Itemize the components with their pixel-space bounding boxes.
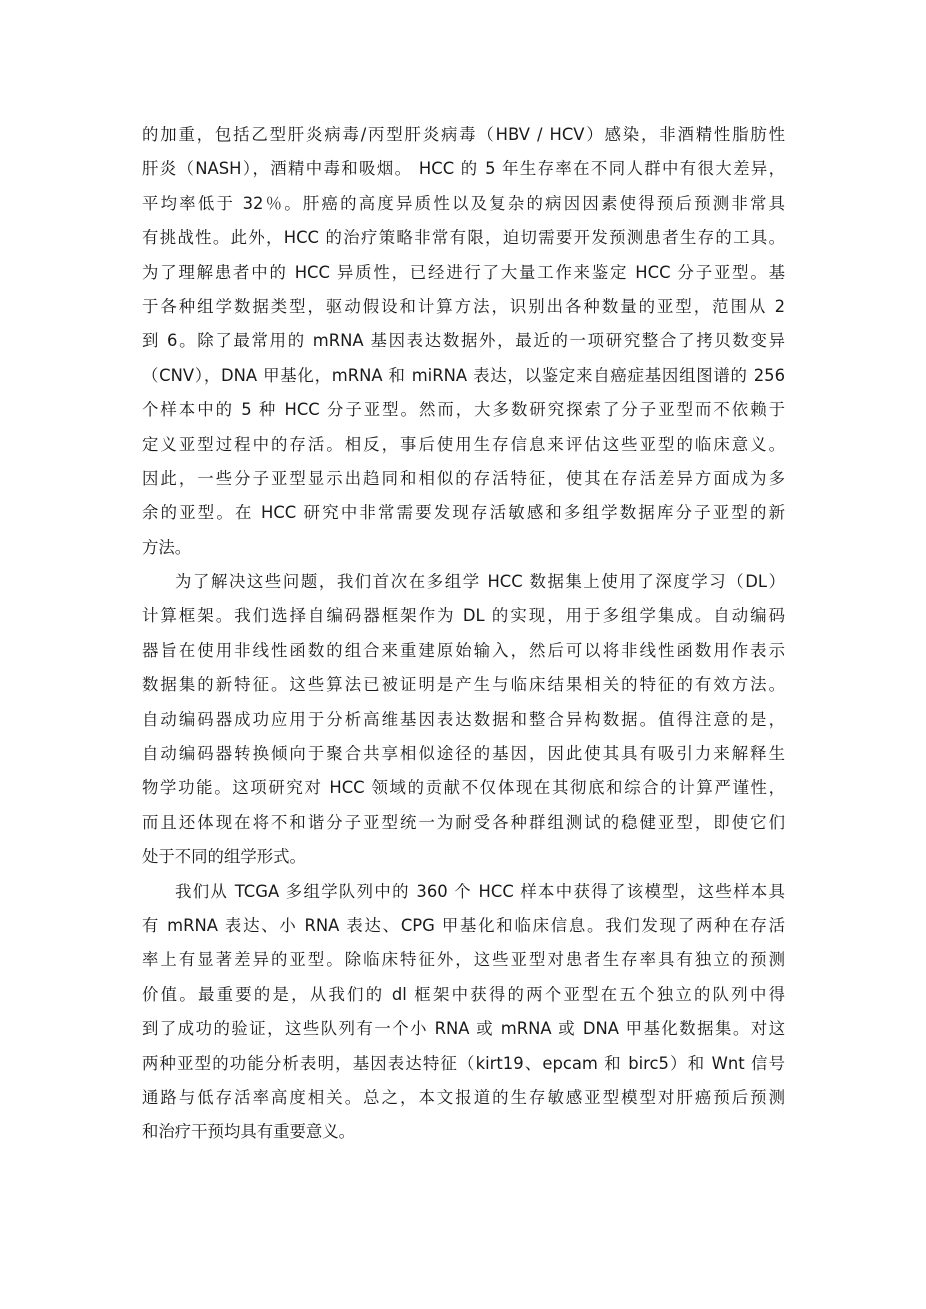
- paragraph-line: 为了解决这些问题，我们首次在多组学 HCC 数据集上使用了深度学习（DL）: [175, 572, 785, 592]
- body-text: [142, 118, 785, 1150]
- paragraph-line: 价值。最重要的是，从我们的 dl 框架中获得的两个亚型在五个独立的队列中得: [142, 984, 785, 1004]
- paragraph-line: 到 6。除了最常用的 mRNA 基因表达数据外，最近的一项研究整合了拷贝数变异: [142, 331, 785, 351]
- paragraph-line: 的加重，包括乙型肝炎病毒/丙型肝炎病毒（HBV / HCV）感染，非酒精性脂肪性: [142, 125, 785, 144]
- paragraph-line: 于各种组学数据类型，驱动假设和计算方法，识别出各种数量的亚型，范围从 2: [142, 296, 785, 316]
- paragraph-line: 个样本中的 5 种 HCC 分子亚型。然而，大多数研究探索了分子亚型而不依赖于: [142, 400, 785, 420]
- paragraph-line: 处于不同的组学形式。: [142, 847, 306, 867]
- paragraph-line: 我们从 TCGA 多组学队列中的 360 个 HCC 样本中获得了该模型，这些样本具: [175, 881, 785, 901]
- paragraph-line: 计算框架。我们选择自编码器框架作为 DL 的实现，用于多组学集成。自动编码: [142, 606, 785, 626]
- paragraph-line: 到了成功的验证，这些队列有一个小 RNA 或 mRNA 或 DNA 甲基化数据集。对这: [142, 1019, 785, 1039]
- paragraph-line: 方法。: [142, 537, 192, 557]
- paragraph-line: 有 mRNA 表达、小 RNA 表达、CPG 甲基化和临床信息。我们发现了两种在存活: [142, 915, 785, 935]
- paragraph-line: 和治疗干预均具有重要意义。: [142, 1122, 356, 1142]
- paragraph-line: 而且还体现在将不和谐分子亚型统一为耐受各种群组测试的稳健亚型，即使它们: [142, 812, 785, 832]
- paragraph-line: 定义亚型过程中的存活。相反，事后使用生存信息来评估这些亚型的临床意义。: [142, 434, 785, 454]
- paragraph-line: 平均率低于 32％。肝癌的高度异质性以及复杂的病因因素使得预后预测非常具: [142, 193, 785, 213]
- paragraph-line: 通路与低存活率高度相关。总之，本文报道的生存敏感亚型模型对肝癌预后预测: [142, 1087, 785, 1107]
- paragraph-line: 有挑战性。此外，HCC 的治疗策略非常有限，迫切需要开发预测患者生存的工具。: [142, 228, 785, 248]
- paragraph-line: 数据集的新特征。这些算法已被证明是产生与临床结果相关的特征的有效方法。: [142, 675, 785, 695]
- paragraph-line: 为了理解患者中的 HCC 异质性，已经进行了大量工作来鉴定 HCC 分子亚型。基: [142, 262, 785, 282]
- paragraph-line: 因此，一些分子亚型显示出趋同和相似的存活特征，使其在存活差异方面成为多: [142, 468, 785, 488]
- paragraph-line: 率上有显著差异的亚型。除临床特征外，这些亚型对患者生存率具有独立的预测: [142, 950, 785, 970]
- paragraph-line: 物学功能。这项研究对 HCC 领域的贡献不仅体现在其彻底和综合的计算严谨性，: [142, 778, 785, 798]
- paragraph-line: 肝炎（NASH），酒精中毒和吸烟。 HCC 的 5 年生存率在不同人群中有很大差异，: [142, 159, 785, 179]
- paragraph-line: （CNV），DNA 甲基化，mRNA 和 miRNA 表达，以鉴定来自癌症基因组图谱的 256: [142, 365, 785, 385]
- paragraph-line: 余的亚型。在 HCC 研究中非常需要发现存活敏感和多组学数据库分子亚型的新: [142, 503, 785, 523]
- paragraph-line: 自动编码器成功应用于分析高维基因表达数据和整合异构数据。值得注意的是，: [142, 709, 785, 729]
- paragraph-line: 两种亚型的功能分析表明，基因表达特征（kirt19、epcam 和 birc5）和 Wnt 信号: [142, 1053, 785, 1073]
- paragraph-line: 自动编码器转换倾向于聚合共享相似途径的基因，因此使其具有吸引力来解释生: [142, 744, 785, 764]
- paragraph-line: 器旨在使用非线性函数的组合来重建原始输入，然后可以将非线性函数用作表示: [142, 640, 785, 660]
